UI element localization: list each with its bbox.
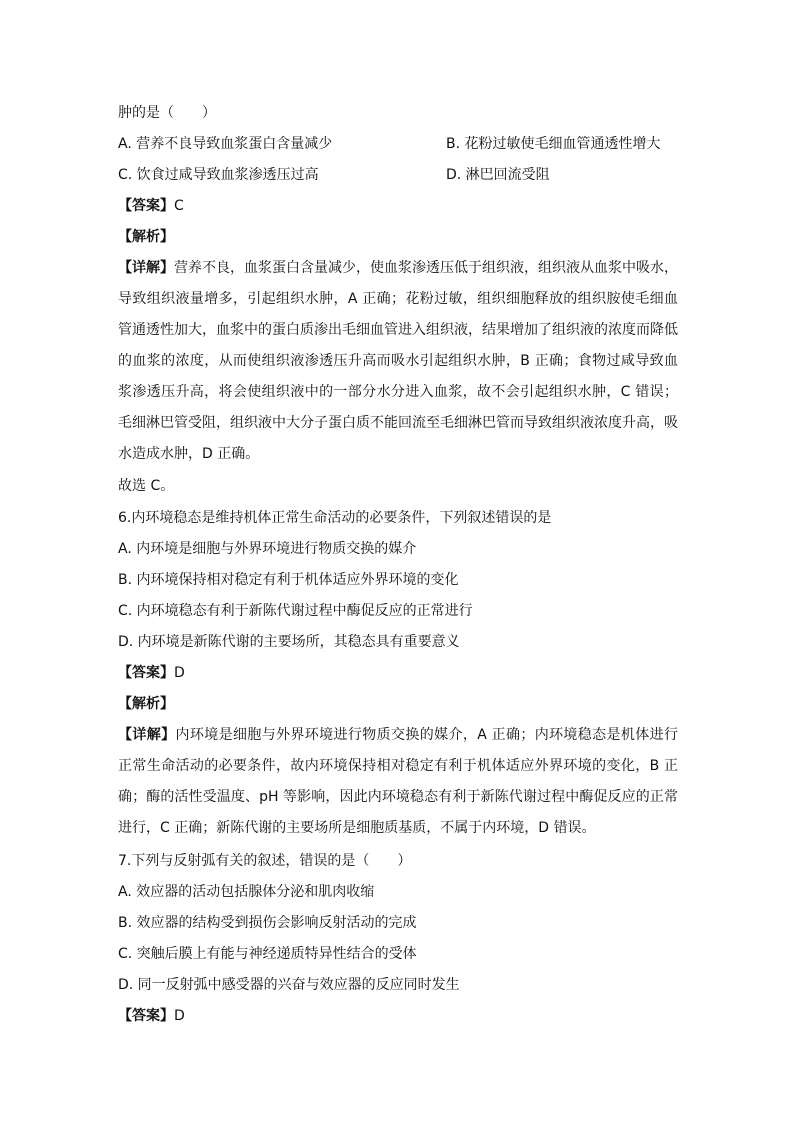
q5-stem-tail: 肿的是（ ） — [118, 105, 216, 121]
q6-detail — [118, 720, 678, 844]
q6-analysis-tag: 【解析】 — [118, 696, 174, 712]
q7-option-b: B. 效应器的结构受到损伤会影响反射活动的完成 — [118, 915, 417, 931]
q5-option-d: D. 淋巴回流受阻 — [446, 167, 550, 183]
detail-text: 营养不良，血浆蛋白含量减少，使血浆渗透压低于组织液，组织液从血浆中吸水，导致组织液量增多，引起组织水肿，A 正确；花粉过敏，组织细胞释放的组织胺使毛细血管通透性加大，血浆中的蛋白质渗出毛细血管进入组织液，结果增加了组织液的浓度而降低的血浆的浓度，从而使组织液渗透压升高而吸水引起组织水肿，B 正确；食物过咸导致血浆渗透压升高，将会使组织液中的一部分水分进入血浆，故不会引起组织水肿，C 错误；毛细淋巴管受阻，组织液中大分子蛋白质不能回流至毛细淋巴管而导致组织液浓度升高，吸水造成水肿，D 正确。 — [118, 260, 678, 462]
answer-value: C — [174, 198, 184, 214]
detail-tag: 【详解】 — [118, 727, 176, 743]
q7-answer — [118, 1006, 185, 1026]
q5-option-c: C. 饮食过咸导致血浆渗透压过高 — [118, 167, 319, 183]
q6-option-a: A. 内环境是细胞与外界环境进行物质交换的媒介 — [118, 541, 417, 557]
answer-value: D — [174, 665, 185, 681]
q7-option-a: A. 效应器的活动包括腺体分泌和肌肉收缩 — [118, 884, 375, 900]
q5-option-b: B. 花粉过敏使毛细血管通透性增大 — [446, 136, 661, 152]
q5-answer — [118, 196, 184, 216]
answer-value: D — [174, 1008, 185, 1024]
q5-analysis-tag: 【解析】 — [118, 229, 174, 245]
q6-option-b: B. 内环境保持相对稳定有利于机体适应外界环境的变化 — [118, 572, 459, 588]
q7-stem: 7.下列与反射弧有关的叙述，错误的是（ ） — [118, 853, 412, 869]
q6-option-c: C. 内环境稳态有利于新陈代谢过程中酶促反应的正常进行 — [118, 603, 473, 619]
q7-option-c: C. 突触后膜上有能与神经递质特异性结合的受体 — [118, 946, 417, 962]
q6-answer — [118, 663, 185, 683]
q5-detail — [118, 253, 678, 470]
q5-option-a: A. 营养不良导致血浆蛋白含量减少 — [118, 136, 333, 152]
answer-tag: 【答案】 — [118, 1008, 174, 1024]
answer-tag: 【答案】 — [118, 198, 174, 214]
detail-text: 内环境是细胞与外界环境进行物质交换的媒介，A 正确；内环境稳态是机体进行正常生命活动的必要条件，故内环境保持相对稳定有利于机体适应外界环境的变化，B 正确；酶的活性受温度、pH 等影响，因此内环境稳态有利于新陈代谢过程中酶促反应的正常进行，C 正确；新陈代谢的主要场所是细胞质基质，不属于内环境，D 错误。 — [118, 727, 679, 836]
q7-option-d: D. 同一反射弧中感受器的兴奋与效应器的反应同时发生 — [118, 977, 460, 993]
q6-stem: 6.内环境稳态是维持机体正常生命活动的必要条件，下列叙述错误的是 — [118, 510, 552, 526]
answer-tag: 【答案】 — [118, 665, 174, 681]
detail-tag: 【详解】 — [118, 260, 174, 276]
q5-conclusion: 故选 C。 — [118, 478, 175, 494]
q6-option-d: D. 内环境是新陈代谢的主要场所，其稳态具有重要意义 — [118, 634, 460, 650]
